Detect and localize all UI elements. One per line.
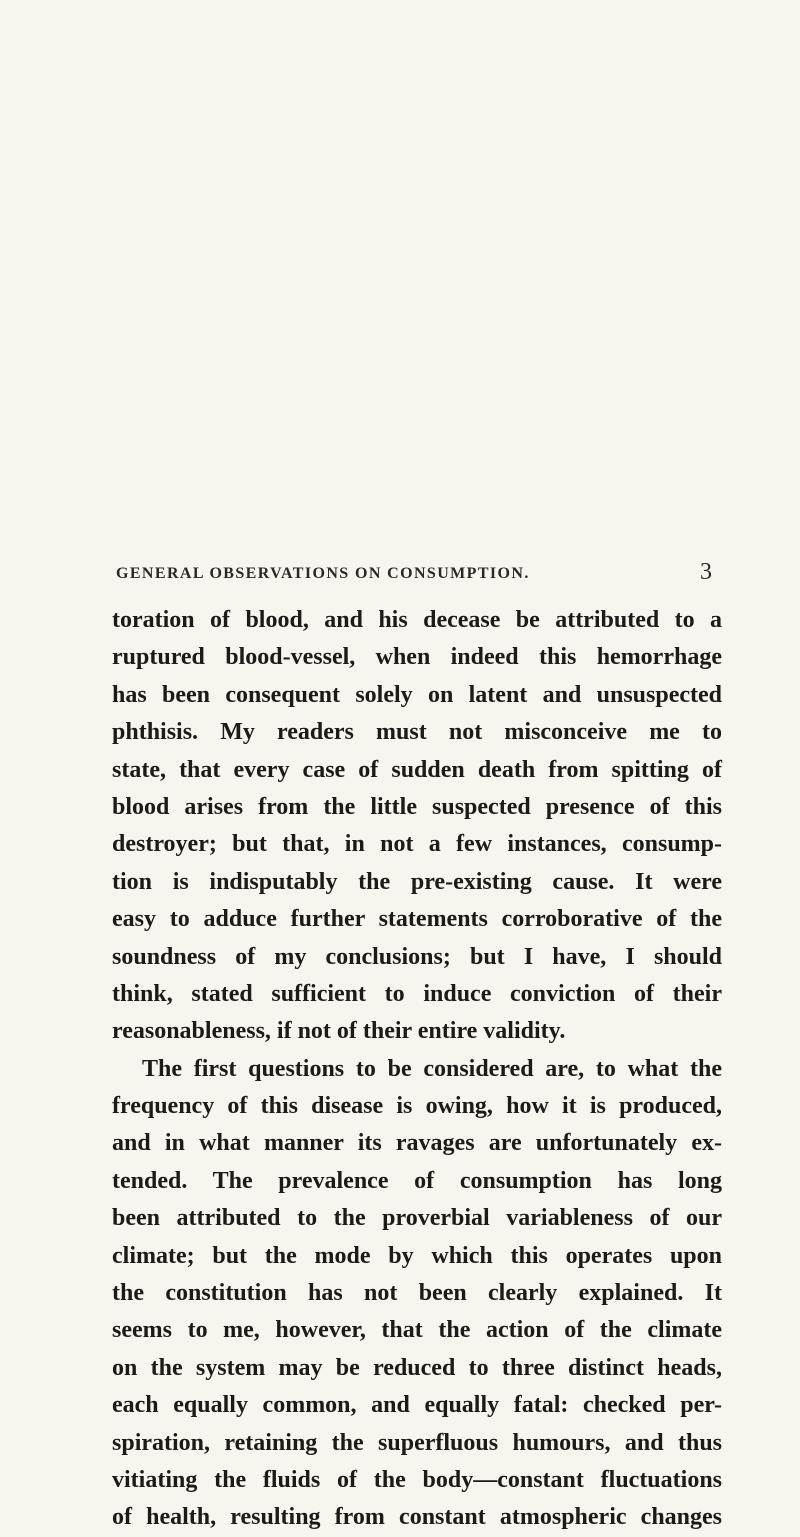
text-line: climate; but the mode by which this operates upon [112,1242,722,1269]
running-title: GENERAL OBSERVATIONS ON CONSUMPTION. [116,565,530,582]
text-line: phthisis. My readers must not misconceive me to [112,719,722,746]
text-line: think, stated sufficient to induce conviction of their [112,980,722,1007]
text-line: frequency of this disease is owing, how it is produced, [112,1093,722,1120]
text-line: easy to adduce further statements corroborative of the [112,906,722,933]
body-text [112,602,722,1537]
text-line: and in what manner its ravages are unfortunately ex- [112,1130,722,1157]
text-line: reasonableness, if not of their entire validity. [112,1018,566,1045]
text-line: on the system may be reduced to three distinct heads, [112,1354,722,1381]
running-head [116,559,716,595]
text-line: each equally common, and equally fatal: checked per- [112,1392,722,1419]
text-line: destroyer; but that, in not a few instances, consump- [112,831,722,858]
text-line: spiration, retaining the superfluous humours, and thus [112,1429,722,1456]
text-line: toration of blood, and his decease be attributed to a [112,607,722,633]
text-line: tended. The prevalence of consumption has long [112,1167,722,1194]
text-line: ruptured blood-vessel, when indeed this hemorrhage [112,644,722,671]
text-line: of health, resulting from constant atmospheric changes [112,1504,722,1531]
text-line: vitiating the fluids of the body—constant fluctuations [112,1466,722,1493]
text-line: blood arises from the little suspected presence of this [112,793,722,820]
text-line: tion is indisputably the pre-existing cause. It were [112,868,722,895]
text-line: state, that every case of sudden death from spitting of [112,756,722,783]
text-line: seems to me, however, that the action of the climate [112,1317,722,1344]
text-line: been attributed to the proverbial variableness of our [112,1205,722,1232]
text-line: the constitution has not been clearly explained. It [112,1280,722,1307]
text-line: The first questions to be considered are, to what the [142,1055,722,1082]
text-line: soundness of my conclusions; but I have, I should [112,943,722,970]
page-number: 3 [700,559,712,585]
text-line: has been consequent solely on latent and unsuspected [112,681,722,708]
